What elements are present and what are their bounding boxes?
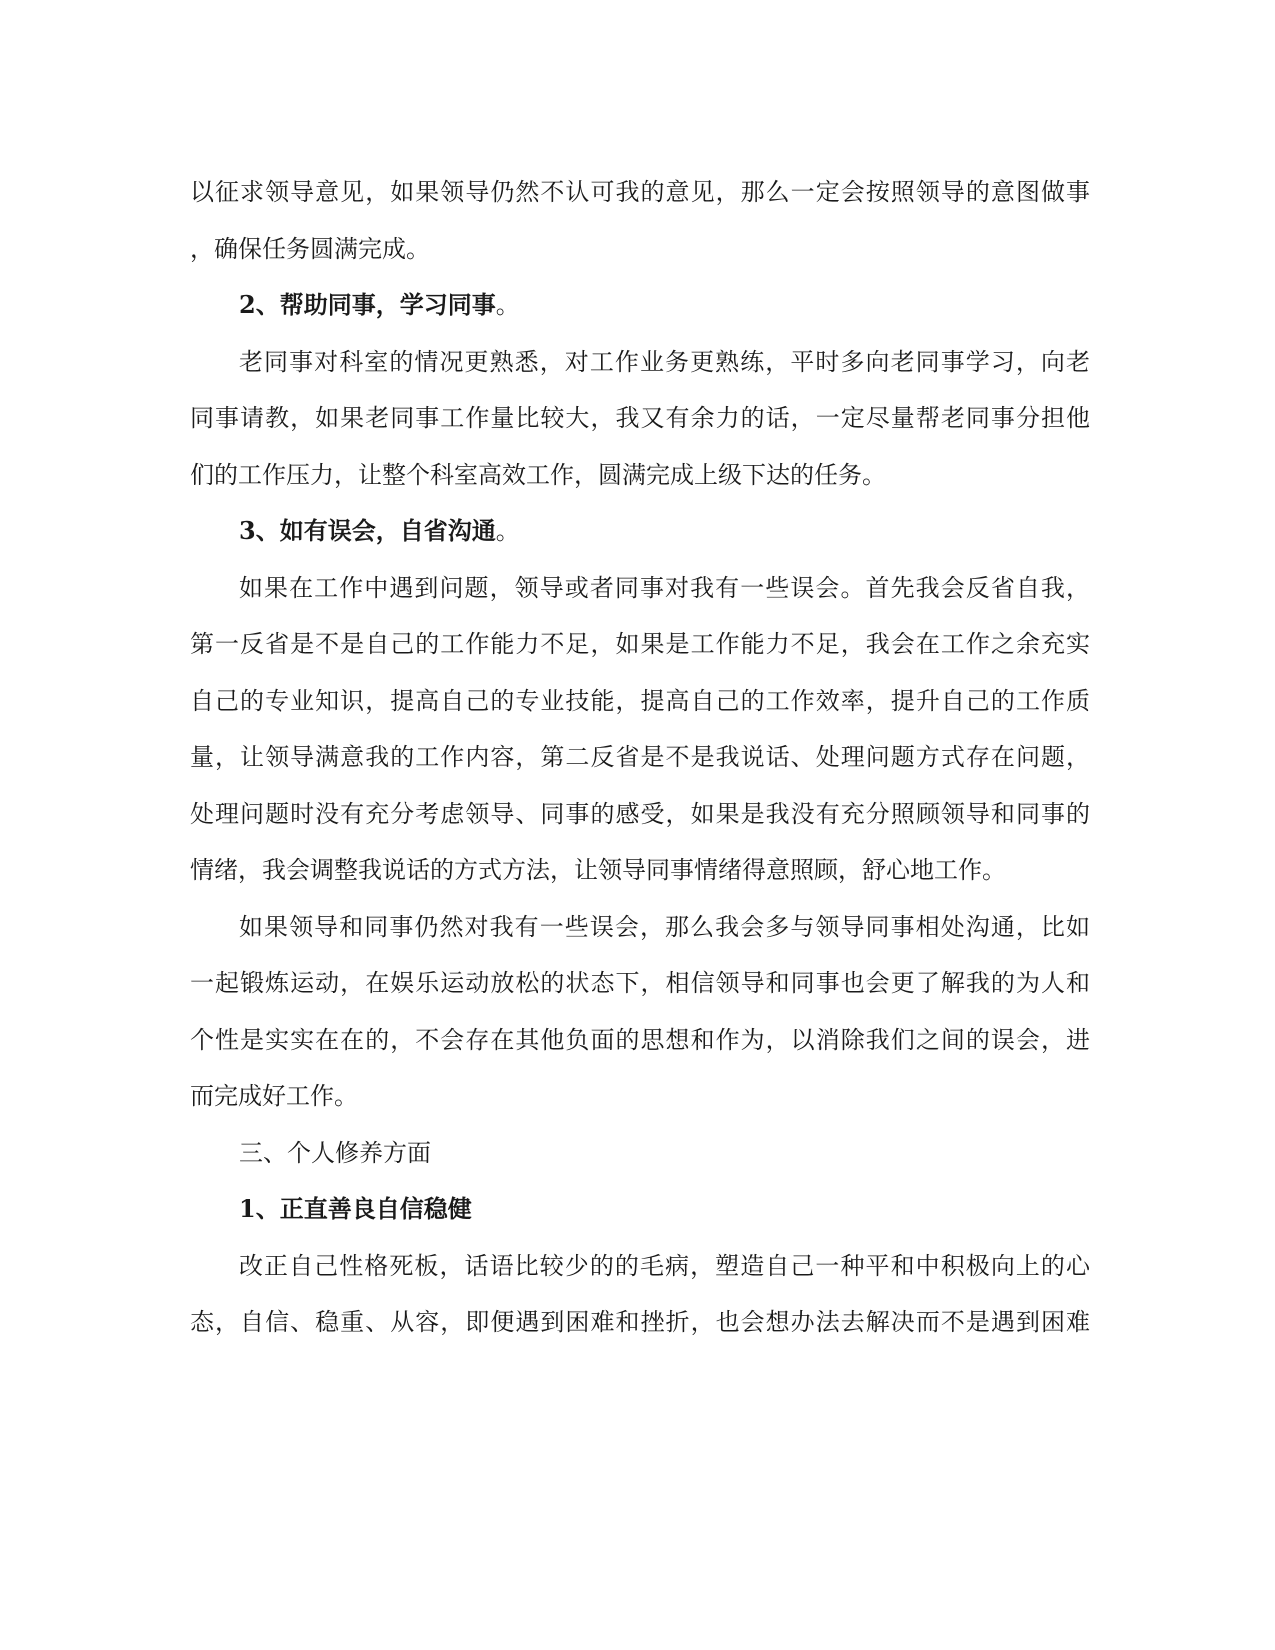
para-help-line-3: 们的工作压力，让整个科室高效工作，圆满完成上级下达的任务。 (190, 460, 886, 489)
para-misunderstand-line-6: 情绪，我会调整我说话的方式方法，让领导同事情绪得意照顾，舒心地工作。 (190, 856, 1006, 884)
heading-integrity: 1、正直善良自信稳健 (239, 1194, 472, 1223)
heading-misunderstanding-punct: 。 (495, 517, 520, 545)
heading-help-colleagues-punct: 。 (495, 291, 520, 319)
para-communicate-line-1: 如果领导和同事仍然对我有一些误会，那么我会多与领导同事相处沟通，比如 (239, 912, 1090, 941)
para-continued-line-2: ，确保任务圆满完成。 (190, 234, 430, 263)
para-character-line-1: 改正自己性格死板，话语比较少的的毛病，塑造自己一种平和中积极向上的心 (239, 1251, 1090, 1280)
para-help-line-2: 同事请教，如果老同事工作量比较大，我又有余力的话，一定尽量帮老同事分担他 (190, 404, 1090, 432)
para-communicate-line-2: 一起锻炼运动，在娱乐运动放松的状态下，相信领导和同事也会更了解我的为人和 (190, 969, 1090, 997)
para-misunderstand-line-4: 量，让领导满意我的工作内容，第二反省是不是我说话、处理问题方式存在问题， (190, 743, 1090, 771)
heading-misunderstanding-text: 3、如有误会，自省沟通 (239, 516, 496, 545)
para-character-line-2: 态，自信、稳重、从容，即便遇到困难和挫折，也会想办法去解决而不是遇到困难 (190, 1308, 1090, 1336)
para-misunderstand-line-3: 自己的专业知识，提高自己的专业技能，提高自己的工作效率，提升自己的工作质 (190, 686, 1090, 715)
para-continued-line-1: 以征求领导意见，如果领导仍然不认可我的意见，那么一定会按照领导的意图做事 (190, 178, 1090, 206)
para-communicate-line-3: 个性是实实在在的，不会存在其他负面的思想和作为，以消除我们之间的误会，进 (190, 1025, 1090, 1054)
para-misunderstand-line-5: 处理问题时没有充分考虑领导、同事的感受，如果是我没有充分照顾领导和同事的 (190, 799, 1090, 828)
document-page (190, 164, 1090, 1351)
para-communicate-line-4: 而完成好工作。 (190, 1082, 358, 1110)
heading-misunderstanding (190, 503, 1090, 560)
para-misunderstand-line-2: 第一反省是不是自己的工作能力不足，如果是工作能力不足，我会在工作之余充实 (190, 630, 1090, 658)
para-misunderstand-line-1: 如果在工作中遇到问题，领导或者同事对我有一些误会。首先我会反省自我， (239, 573, 1090, 602)
section-title-personal-cultivation: 三、个人修养方面 (239, 1138, 431, 1167)
heading-help-colleagues-text: 2、帮助同事，学习同事 (239, 290, 496, 319)
para-help-line-1: 老同事对科室的情况更熟悉，对工作业务更熟练，平时多向老同事学习，向老 (239, 347, 1090, 376)
heading-help-colleagues (190, 277, 1090, 334)
